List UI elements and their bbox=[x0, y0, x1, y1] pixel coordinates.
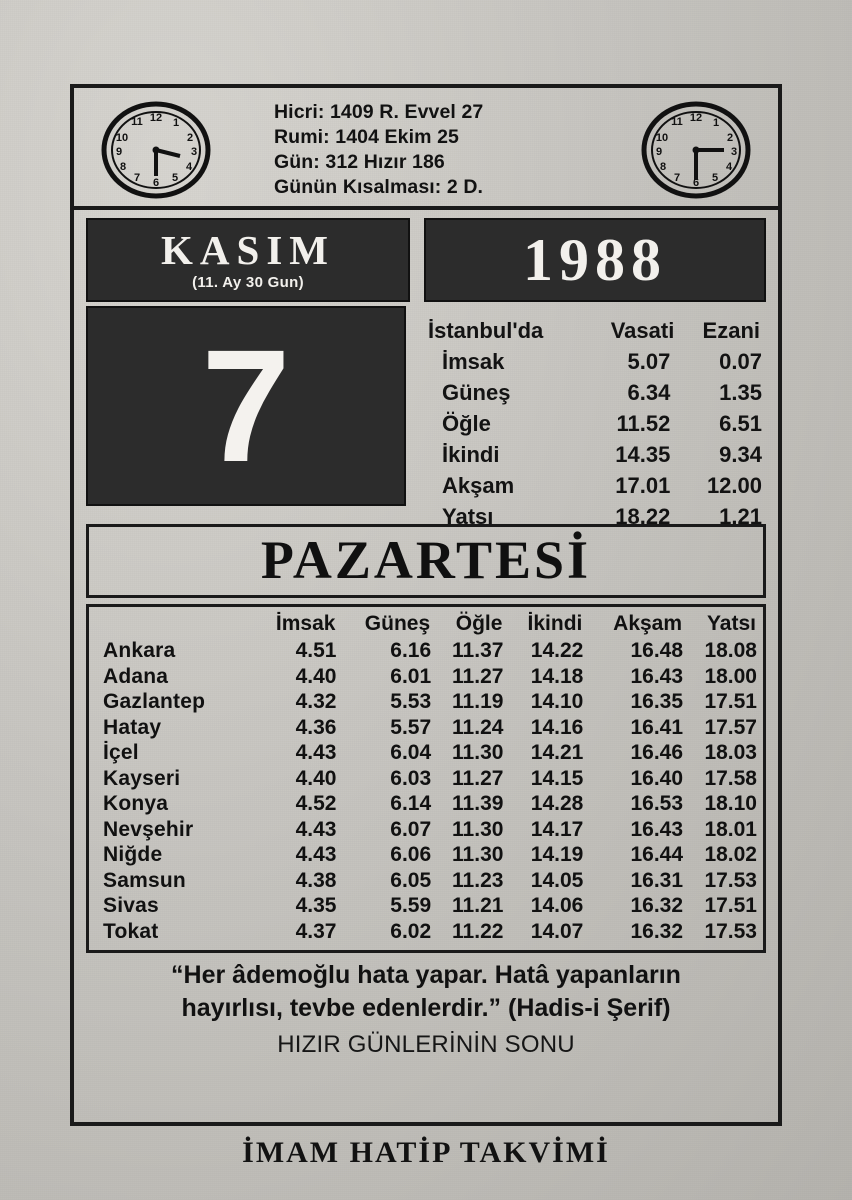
cell-ikindi: 14.17 bbox=[530, 817, 584, 841]
svg-text:8: 8 bbox=[659, 161, 667, 173]
clock-icon-right bbox=[640, 100, 752, 200]
day-note: HIZIR GÜNLERİNİN SONU bbox=[277, 1031, 575, 1058]
cell-ikindi: 14.10 bbox=[530, 690, 584, 713]
prayer-ezani: 9.34 bbox=[719, 442, 762, 467]
cell-yatsi: 18.02 bbox=[704, 843, 757, 866]
cell-ogle: 11.24 bbox=[452, 715, 504, 739]
cell-gunes: 6.16 bbox=[390, 639, 432, 662]
cell-yatsi: 17.51 bbox=[704, 894, 757, 917]
year-box bbox=[424, 218, 766, 302]
cell-gunes: 6.04 bbox=[390, 741, 432, 764]
cell-ikindi: 14.16 bbox=[530, 715, 584, 739]
svg-text:3: 3 bbox=[190, 146, 198, 158]
cell-imsak: 4.35 bbox=[295, 894, 337, 917]
svg-text:12: 12 bbox=[689, 112, 703, 124]
calendar-footer-title: İMAM HATİP TAKVİMİ bbox=[242, 1136, 610, 1169]
svg-text:1: 1 bbox=[712, 117, 720, 129]
day-number: 7 bbox=[201, 316, 291, 495]
weekday-name: PAZARTESİ bbox=[86, 524, 766, 598]
col-city bbox=[95, 611, 250, 638]
svg-text:8: 8 bbox=[119, 161, 127, 173]
cell-aksam: 16.32 bbox=[630, 894, 684, 917]
cell-imsak: 4.38 bbox=[295, 868, 337, 892]
cell-aksam: 16.44 bbox=[630, 843, 684, 866]
cell-yatsi: 18.08 bbox=[704, 639, 757, 662]
prayer-name: Öğle bbox=[442, 411, 491, 436]
istanbul-city-label: İstanbul'da bbox=[428, 318, 544, 343]
cell-imsak: 4.37 bbox=[295, 919, 337, 943]
cell-gunes: 6.01 bbox=[390, 664, 432, 688]
table-row bbox=[95, 919, 757, 945]
cell-imsak: 4.43 bbox=[295, 817, 337, 841]
cell-ikindi: 14.21 bbox=[530, 741, 584, 764]
cell-gunes: 5.59 bbox=[390, 894, 432, 917]
cell-ogle: 11.27 bbox=[452, 664, 504, 688]
cell-gunes: 5.57 bbox=[390, 715, 432, 739]
svg-text:6: 6 bbox=[692, 177, 700, 189]
svg-text:4: 4 bbox=[725, 161, 733, 173]
cell-yatsi: 18.01 bbox=[704, 817, 757, 841]
cell-ogle: 11.27 bbox=[452, 766, 504, 790]
istanbul-header-row bbox=[420, 316, 766, 347]
cell-gunes: 6.03 bbox=[390, 766, 432, 790]
table-row bbox=[420, 440, 766, 471]
cell-ikindi: 14.06 bbox=[530, 894, 584, 917]
year-number: 1988 bbox=[523, 227, 667, 293]
day-and-istanbul-row bbox=[74, 306, 778, 529]
city-name: Konya bbox=[103, 792, 169, 815]
city-name: İçel bbox=[103, 741, 139, 764]
prayer-vasati: 18.22 bbox=[615, 504, 671, 529]
svg-text:4: 4 bbox=[185, 161, 193, 173]
city-name: Hatay bbox=[103, 715, 162, 739]
svg-text:5: 5 bbox=[711, 172, 719, 184]
cell-gunes: 6.02 bbox=[390, 919, 432, 943]
col-yatsi: Yatsı bbox=[706, 612, 756, 635]
header-block bbox=[74, 88, 778, 210]
city-name: Niğde bbox=[103, 843, 163, 866]
cell-ogle: 11.30 bbox=[452, 843, 504, 866]
table-row bbox=[95, 766, 757, 792]
month-year-row bbox=[74, 210, 778, 306]
istanbul-prayer-table bbox=[420, 316, 766, 533]
cell-gunes: 6.07 bbox=[390, 817, 432, 841]
svg-text:10: 10 bbox=[655, 132, 669, 144]
cell-yatsi: 17.58 bbox=[704, 766, 757, 790]
cell-aksam: 16.40 bbox=[630, 766, 684, 790]
cell-imsak: 4.43 bbox=[295, 843, 337, 866]
cell-yatsi: 17.57 bbox=[704, 715, 757, 739]
svg-text:9: 9 bbox=[655, 146, 663, 158]
table-row bbox=[420, 347, 766, 378]
cell-ikindi: 14.22 bbox=[530, 639, 584, 662]
cell-gunes: 6.05 bbox=[390, 868, 432, 892]
day-number-box bbox=[86, 306, 406, 506]
cell-imsak: 4.40 bbox=[295, 664, 337, 688]
cell-ogle: 11.23 bbox=[452, 868, 504, 892]
city-name: Gazlantep bbox=[103, 690, 206, 713]
quote-line-2: hayırlısı, tevbe edenlerdir.” bbox=[181, 994, 502, 1022]
istanbul-col-vasati: Vasati bbox=[610, 318, 675, 343]
svg-text:6: 6 bbox=[152, 177, 160, 189]
cell-ogle: 11.22 bbox=[452, 919, 504, 943]
cell-aksam: 16.43 bbox=[630, 817, 684, 841]
istanbul-times bbox=[406, 306, 766, 529]
cell-ikindi: 14.05 bbox=[530, 868, 584, 892]
cell-ogle: 11.37 bbox=[452, 639, 504, 662]
cell-ikindi: 14.15 bbox=[530, 766, 584, 790]
quote-source: (Hadis-i Şerif) bbox=[508, 994, 671, 1022]
city-name: Nevşehir bbox=[103, 817, 194, 841]
cell-aksam: 16.31 bbox=[630, 868, 684, 892]
col-ogle: Öğle bbox=[455, 612, 503, 635]
clock-icon-left bbox=[100, 100, 212, 200]
day-of-year: Gün: 312 Hızır 186 bbox=[274, 151, 445, 173]
prayer-ezani: 6.51 bbox=[719, 411, 762, 436]
cell-yatsi: 18.10 bbox=[704, 792, 757, 815]
date-systems bbox=[274, 100, 483, 200]
table-row bbox=[95, 817, 757, 843]
cities-table-wrapper bbox=[86, 604, 766, 953]
col-ikindi: İkindi bbox=[527, 612, 583, 635]
month-box bbox=[86, 218, 410, 302]
cell-aksam: 16.48 bbox=[630, 639, 684, 662]
table-row bbox=[95, 893, 757, 919]
prayer-vasati: 6.34 bbox=[627, 380, 671, 405]
svg-text:12: 12 bbox=[149, 112, 163, 124]
prayer-ezani: 1.21 bbox=[719, 504, 762, 529]
svg-text:7: 7 bbox=[673, 172, 681, 184]
cell-aksam: 16.41 bbox=[630, 715, 684, 739]
cell-imsak: 4.36 bbox=[295, 715, 337, 739]
cell-ikindi: 14.07 bbox=[530, 919, 584, 943]
hadith-quote bbox=[88, 959, 764, 1025]
prayer-vasati: 17.01 bbox=[615, 473, 671, 498]
cell-ogle: 11.39 bbox=[452, 792, 504, 815]
month-name: KASIM bbox=[161, 226, 335, 273]
cell-gunes: 6.06 bbox=[390, 843, 432, 866]
city-name: Ankara bbox=[103, 639, 176, 662]
table-row bbox=[95, 868, 757, 894]
cell-ikindi: 14.28 bbox=[530, 792, 584, 815]
prayer-vasati: 5.07 bbox=[627, 349, 671, 374]
cell-ogle: 11.30 bbox=[452, 741, 504, 764]
svg-text:2: 2 bbox=[726, 132, 734, 144]
prayer-vasati: 11.52 bbox=[616, 411, 671, 436]
cell-ikindi: 14.19 bbox=[530, 843, 584, 866]
prayer-name: Akşam bbox=[442, 473, 515, 498]
table-row bbox=[420, 409, 766, 440]
prayer-ezani: 12.00 bbox=[706, 473, 762, 498]
city-name: Kayseri bbox=[103, 766, 181, 790]
svg-text:11: 11 bbox=[131, 116, 143, 128]
city-name: Adana bbox=[103, 664, 169, 688]
cell-imsak: 4.51 bbox=[295, 639, 337, 662]
prayer-name: Yatsı bbox=[442, 504, 494, 529]
table-row bbox=[95, 689, 757, 715]
calendar-sheet bbox=[70, 84, 782, 1126]
cell-aksam: 16.43 bbox=[630, 664, 684, 688]
svg-text:9: 9 bbox=[115, 146, 123, 158]
hicri-date: Hicri: 1409 R. Evvel 27 bbox=[274, 101, 484, 123]
table-row bbox=[420, 471, 766, 502]
cities-prayer-table bbox=[95, 611, 757, 944]
cell-imsak: 4.52 bbox=[295, 792, 337, 815]
cell-yatsi: 17.53 bbox=[704, 919, 757, 943]
city-name: Sivas bbox=[103, 894, 159, 917]
quote-line-1: “Her âdemoğlu hata yapar. Hatâ yapanların bbox=[171, 961, 681, 989]
prayer-name: İmsak bbox=[442, 349, 505, 374]
table-row bbox=[420, 378, 766, 409]
prayer-vasati: 14.35 bbox=[615, 442, 671, 467]
city-name: Samsun bbox=[103, 868, 186, 892]
cell-yatsi: 17.51 bbox=[704, 690, 757, 713]
svg-text:7: 7 bbox=[133, 172, 141, 184]
cell-gunes: 6.14 bbox=[390, 792, 432, 815]
rumi-date: Rumi: 1404 Ekim 25 bbox=[274, 126, 459, 148]
cell-imsak: 4.32 bbox=[295, 690, 337, 713]
cell-yatsi: 18.03 bbox=[704, 741, 757, 764]
svg-text:11: 11 bbox=[671, 116, 683, 128]
cell-gunes: 5.53 bbox=[390, 690, 432, 713]
day-shortening: Günün Kısalması: 2 D. bbox=[274, 176, 484, 198]
quote-line-2-wrapper bbox=[88, 992, 764, 1025]
cell-aksam: 16.35 bbox=[630, 690, 684, 713]
month-subtitle: (11. Ay 30 Gun) bbox=[192, 273, 304, 291]
prayer-name: İkindi bbox=[442, 442, 500, 467]
svg-text:2: 2 bbox=[186, 132, 194, 144]
table-row bbox=[95, 791, 757, 817]
col-gunes: Güneş bbox=[364, 612, 431, 635]
cell-aksam: 16.32 bbox=[630, 919, 684, 943]
cell-ogle: 11.19 bbox=[452, 690, 504, 713]
col-imsak: İmsak bbox=[275, 612, 336, 635]
city-name: Tokat bbox=[103, 919, 159, 943]
cell-imsak: 4.40 bbox=[295, 766, 337, 790]
cell-yatsi: 18.00 bbox=[704, 664, 757, 688]
cell-aksam: 16.46 bbox=[630, 741, 684, 764]
svg-text:3: 3 bbox=[730, 146, 738, 158]
svg-text:10: 10 bbox=[115, 132, 129, 144]
prayer-name: Güneş bbox=[442, 380, 511, 405]
col-aksam: Akşam bbox=[613, 612, 683, 635]
prayer-ezani: 0.07 bbox=[719, 349, 762, 374]
svg-text:1: 1 bbox=[172, 117, 180, 129]
cell-ogle: 11.30 bbox=[452, 817, 504, 841]
table-row bbox=[95, 664, 757, 690]
svg-text:5: 5 bbox=[171, 172, 179, 184]
table-row bbox=[95, 715, 757, 741]
prayer-ezani: 1.35 bbox=[719, 380, 762, 405]
cities-header-row bbox=[95, 611, 757, 638]
cell-aksam: 16.53 bbox=[630, 792, 684, 815]
cell-imsak: 4.43 bbox=[295, 741, 337, 764]
table-row bbox=[95, 740, 757, 766]
table-row bbox=[95, 638, 757, 664]
cell-ikindi: 14.18 bbox=[530, 664, 584, 688]
cell-yatsi: 17.53 bbox=[704, 868, 757, 892]
cell-ogle: 11.21 bbox=[452, 894, 504, 917]
table-row bbox=[95, 842, 757, 868]
istanbul-col-ezani: Ezani bbox=[702, 318, 760, 343]
